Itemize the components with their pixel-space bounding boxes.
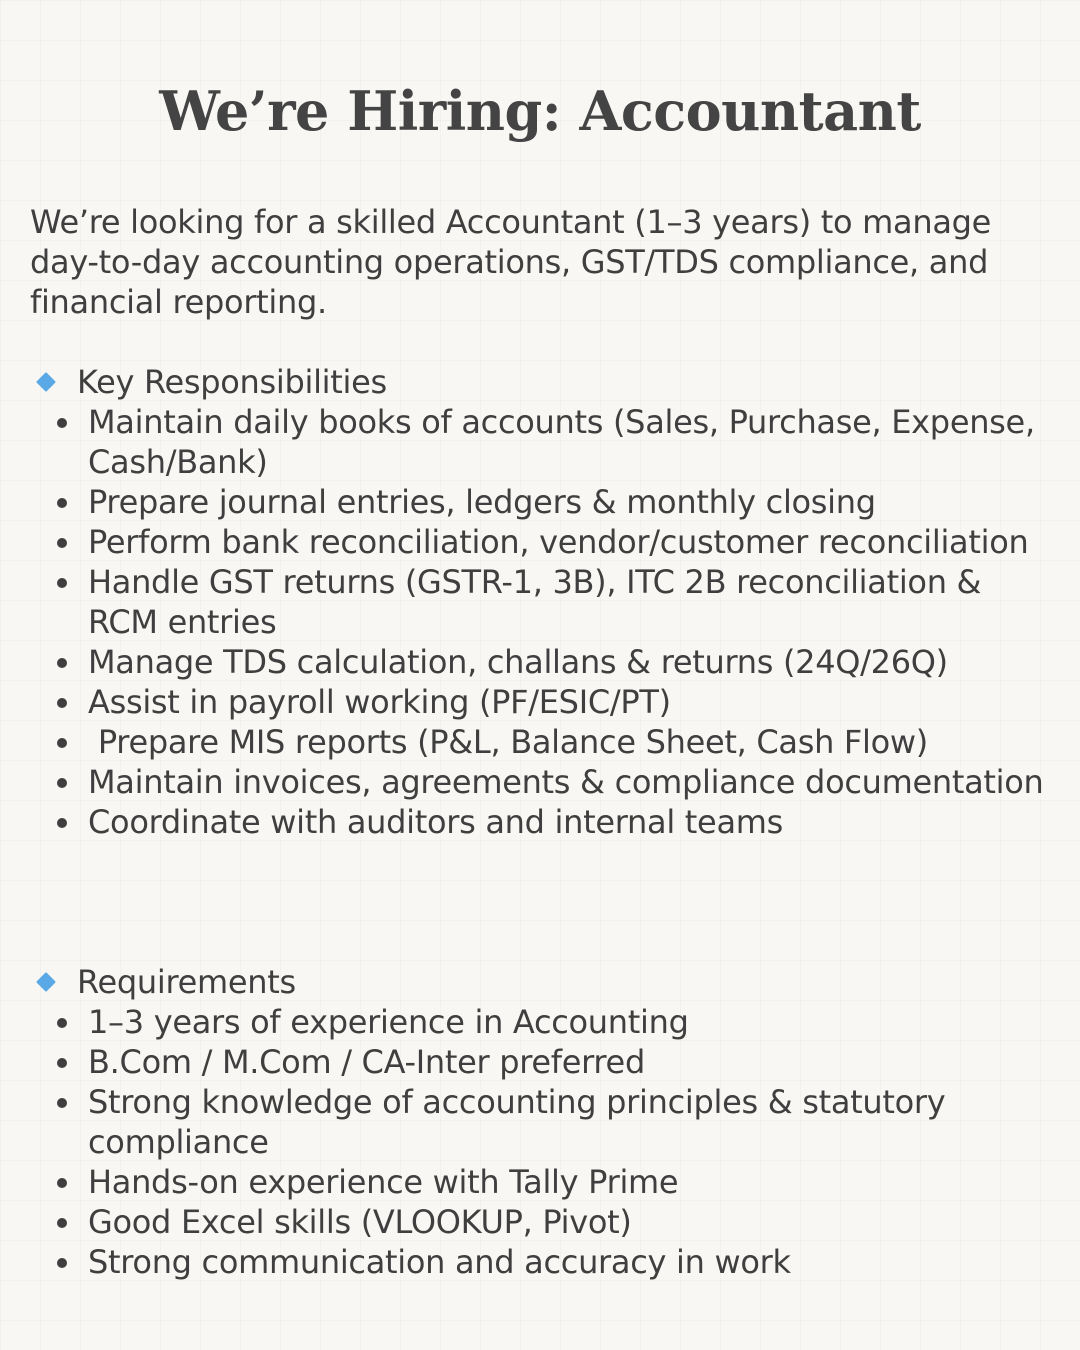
list-item (30, 682, 1060, 722)
list-item (30, 762, 1060, 802)
list-item-text: Hands-on experience with Tally Prime (88, 1163, 679, 1201)
bullet-dot-icon (57, 658, 67, 668)
bullet-dot-icon (57, 1218, 67, 1228)
responsibilities-heading (30, 362, 1060, 402)
list-item-text: Maintain invoices, agreements & compliance documentation (88, 763, 1044, 801)
list-item (30, 1242, 1060, 1282)
list-item (30, 1202, 1060, 1242)
bullet-dot-icon (57, 698, 67, 708)
list-item-text: Manage TDS calculation, challans & returns (24Q/26Q) (88, 643, 948, 681)
responsibilities-section (30, 362, 1060, 842)
blue-diamond-icon (36, 372, 56, 392)
list-item-text: Good Excel skills (VLOOKUP, Pivot) (88, 1203, 632, 1241)
bullet-dot-icon (57, 1098, 67, 1108)
bullet-dot-icon (57, 578, 67, 588)
bullet-dot-icon (57, 538, 67, 548)
list-item-text: Coordinate with auditors and internal teams (88, 803, 783, 841)
list-item-text: Prepare journal entries, ledgers & monthly closing (88, 483, 876, 521)
list-item (30, 722, 1060, 762)
list-item-text: Assist in payroll working (PF/ESIC/PT) (88, 683, 671, 721)
list-item (30, 522, 1060, 562)
requirements-list (30, 1002, 1060, 1282)
bullet-dot-icon (57, 1058, 67, 1068)
requirements-heading-label: Requirements (77, 963, 296, 1001)
responsibilities-list (30, 402, 1060, 842)
page-title: We’re Hiring: Accountant (159, 79, 921, 143)
list-item-text: Prepare MIS reports (P&L, Balance Sheet, Cash Flow) (88, 723, 928, 761)
requirements-section (30, 962, 1060, 1282)
bullet-dot-icon (57, 1258, 67, 1268)
list-item (30, 402, 1060, 482)
bullet-dot-icon (57, 418, 67, 428)
list-item (30, 802, 1060, 842)
bullet-dot-icon (57, 778, 67, 788)
responsibilities-heading-label: Key Responsibilities (77, 363, 387, 401)
requirements-heading (30, 962, 1060, 1002)
bullet-dot-icon (57, 738, 67, 748)
list-item-text: Maintain daily books of accounts (Sales, Purchase, Expense, Cash/Bank) (88, 403, 1035, 481)
list-item-text: 1–3 years of experience in Accounting (88, 1003, 689, 1041)
intro-paragraph: We’re looking for a skilled Accountant (1–3 years) to manage day-to-day accounting operations, GST/TDS compliance, and financial reporting. (30, 203, 992, 321)
list-item-text: Strong communication and accuracy in work (88, 1243, 791, 1281)
list-item-text: Strong knowledge of accounting principles & statutory compliance (88, 1083, 946, 1161)
list-item (30, 1082, 1060, 1162)
list-item (30, 482, 1060, 522)
bullet-dot-icon (57, 1018, 67, 1028)
bullet-dot-icon (57, 818, 67, 828)
list-item (30, 642, 1060, 682)
list-item-text: Handle GST returns (GSTR-1, 3B), ITC 2B reconciliation & RCM entries (88, 563, 982, 641)
bullet-dot-icon (57, 498, 67, 508)
bullet-dot-icon (57, 1178, 67, 1188)
list-item-text: B.Com / M.Com / CA-Inter preferred (88, 1043, 645, 1081)
list-item (30, 1162, 1060, 1202)
blue-diamond-icon (36, 972, 56, 992)
list-item (30, 1002, 1060, 1042)
list-item (30, 1042, 1060, 1082)
list-item-text: Perform bank reconciliation, vendor/customer reconciliation (88, 523, 1029, 561)
list-item (30, 562, 1060, 642)
